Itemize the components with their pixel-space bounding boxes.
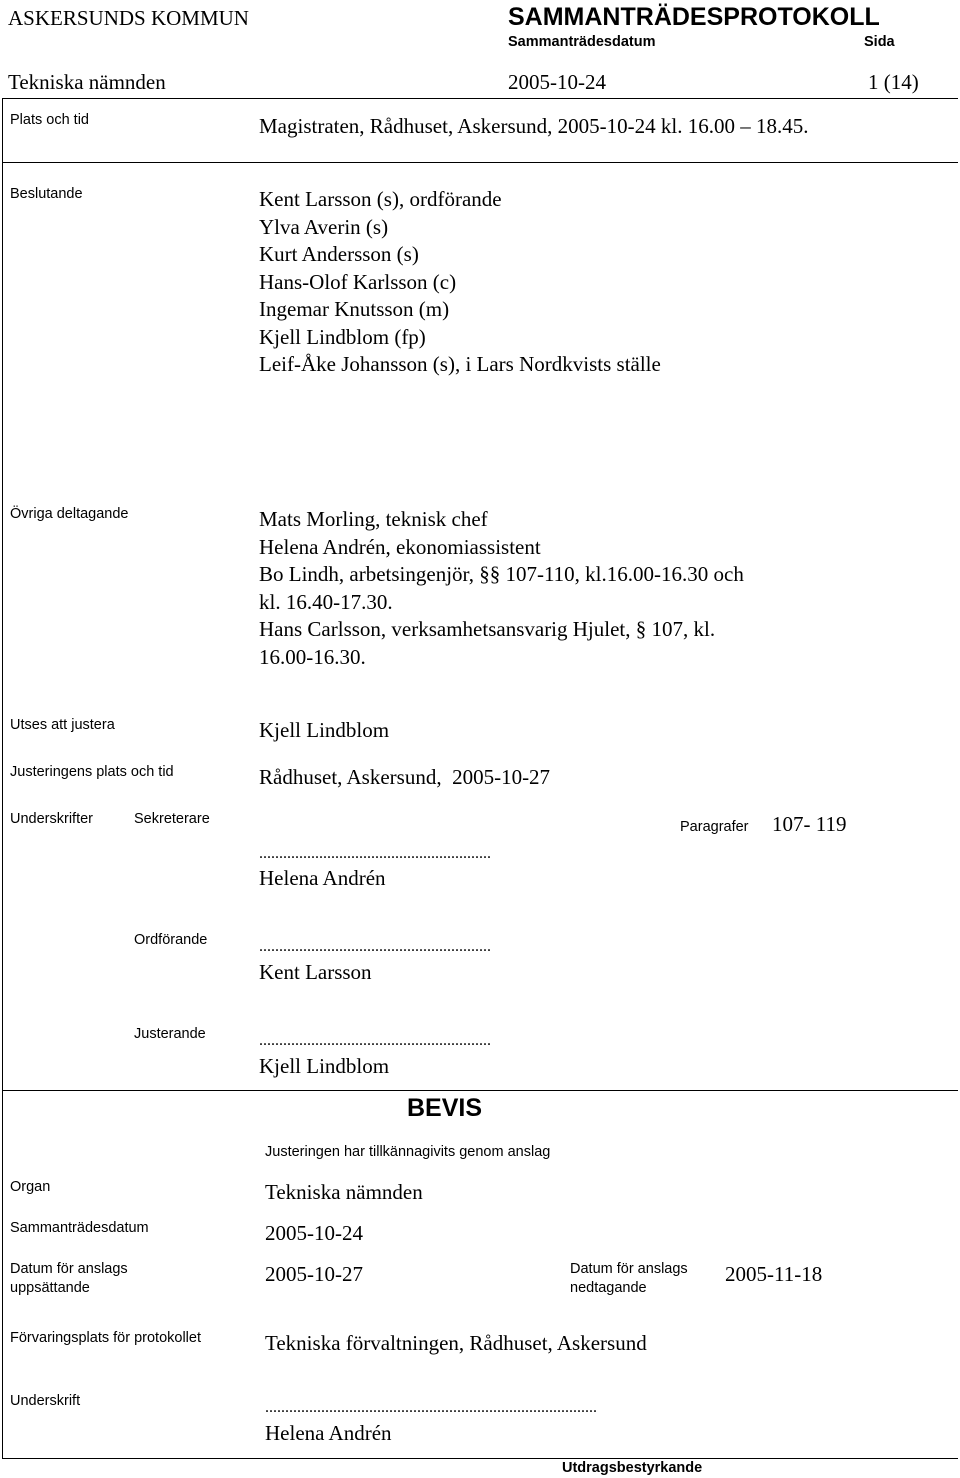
chair-label: Ordförande bbox=[134, 932, 208, 948]
section-rule-proof bbox=[2, 1090, 958, 1091]
paragraphs-value: 107- 119 bbox=[772, 812, 847, 836]
place-time-value: Magistraten, Rådhuset, Askersund, 2005-10-24 kl. 16.00 – 18.45. bbox=[259, 114, 809, 138]
meeting-date-value: 2005-10-24 bbox=[265, 1221, 363, 1245]
posted-label-line1: Datum för anslags bbox=[10, 1261, 128, 1277]
page-number: 1 (14) bbox=[868, 70, 919, 94]
signature-line: ................................................................................... bbox=[265, 1399, 597, 1416]
deciding-label: Beslutande bbox=[10, 186, 83, 202]
footer-certification: Utdragsbestyrkande bbox=[562, 1460, 703, 1476]
participant-line: Mats Morling, teknisk chef bbox=[259, 507, 488, 531]
organ-value: Tekniska nämnden bbox=[265, 1180, 423, 1204]
header-date-label: Sammanträdesdatum bbox=[508, 34, 656, 50]
header-date: 2005-10-24 bbox=[508, 70, 606, 94]
adjuster-sign-label: Justerande bbox=[134, 1026, 206, 1042]
secretary-label: Sekreterare bbox=[134, 811, 210, 827]
participant-line: kl. 16.40-17.30. bbox=[259, 589, 393, 614]
place-time-label: Plats och tid bbox=[10, 112, 89, 128]
organ-label: Organ bbox=[10, 1179, 51, 1195]
removed-date: 2005-11-18 bbox=[725, 1262, 823, 1286]
removed-label-line2: nedtagande bbox=[570, 1280, 647, 1296]
signature-label: Underskrift bbox=[10, 1393, 81, 1409]
storage-label: Förvaringsplats för protokollet bbox=[10, 1330, 201, 1346]
member-line: Kent Larsson (s), ordförande bbox=[259, 187, 502, 211]
signatures-label: Underskrifter bbox=[10, 811, 93, 827]
adjust-place-value: Rådhuset, Askersund, 2005-10-27 bbox=[259, 765, 551, 789]
member-line: Leif-Åke Johansson (s), i Lars Nordkvists ställe bbox=[259, 352, 661, 376]
header-page-label: Sida bbox=[864, 34, 895, 50]
storage-value: Tekniska förvaltningen, Rådhuset, Askersund bbox=[265, 1331, 647, 1355]
participant-line: 16.00-16.30. bbox=[259, 644, 366, 669]
member-line: Kjell Lindblom (fp) bbox=[259, 324, 426, 349]
adjuster-name: Kjell Lindblom bbox=[259, 1054, 390, 1078]
participant-line: Bo Lindh, arbetsingenjör, §§ 107-110, kl.16.00-16.30 och bbox=[259, 562, 744, 586]
adjuster-value: Kjell Lindblom bbox=[259, 718, 390, 742]
municipality-name: ASKERSUNDS KOMMUN bbox=[8, 6, 249, 30]
posted-label-line2: uppsättande bbox=[10, 1280, 90, 1296]
removed-label-line1: Datum för anslags bbox=[570, 1261, 688, 1277]
member-line: Hans-Olof Karlsson (c) bbox=[259, 269, 457, 294]
participant-line: Hans Carlsson, verksamhetsansvarig Hjulet, § 107, kl. bbox=[259, 617, 716, 641]
meeting-date-label: Sammanträdesdatum bbox=[10, 1220, 149, 1236]
adjuster-label: Utses att justera bbox=[10, 717, 115, 733]
signer-name: Helena Andrén bbox=[265, 1421, 392, 1445]
others-label: Övriga deltagande bbox=[10, 506, 129, 522]
committee-name: Tekniska nämnden bbox=[8, 70, 166, 94]
section-rule-deciding bbox=[2, 162, 958, 163]
secretary-signature-line: .......................................................... bbox=[259, 845, 491, 862]
chair-signature-line: .......................................................... bbox=[259, 938, 491, 955]
participant-line: Helena Andrén, ekonomiassistent bbox=[259, 534, 541, 559]
proof-subtitle: Justeringen har tillkännagivits genom anslag bbox=[265, 1144, 551, 1160]
secretary-name: Helena Andrén bbox=[259, 866, 386, 890]
document-type: SAMMANTRÄDESPROTOKOLL bbox=[508, 3, 880, 31]
adjuster-signature-line: .......................................................... bbox=[259, 1032, 491, 1049]
header-rule bbox=[2, 98, 958, 99]
posted-date: 2005-10-27 bbox=[265, 1262, 363, 1286]
paragraphs-label: Paragrafer bbox=[680, 819, 749, 835]
deciding-members bbox=[259, 186, 661, 379]
adjust-place-label: Justeringens plats och tid bbox=[10, 764, 174, 780]
chair-name: Kent Larsson bbox=[259, 960, 372, 984]
left-border bbox=[2, 98, 3, 1458]
member-line: Ylva Averin (s) bbox=[259, 214, 389, 239]
other-participants bbox=[259, 506, 744, 671]
member-line: Kurt Andersson (s) bbox=[259, 242, 419, 266]
member-line: Ingemar Knutsson (m) bbox=[259, 297, 450, 321]
bottom-rule bbox=[2, 1458, 958, 1459]
proof-title: BEVIS bbox=[407, 1094, 483, 1122]
